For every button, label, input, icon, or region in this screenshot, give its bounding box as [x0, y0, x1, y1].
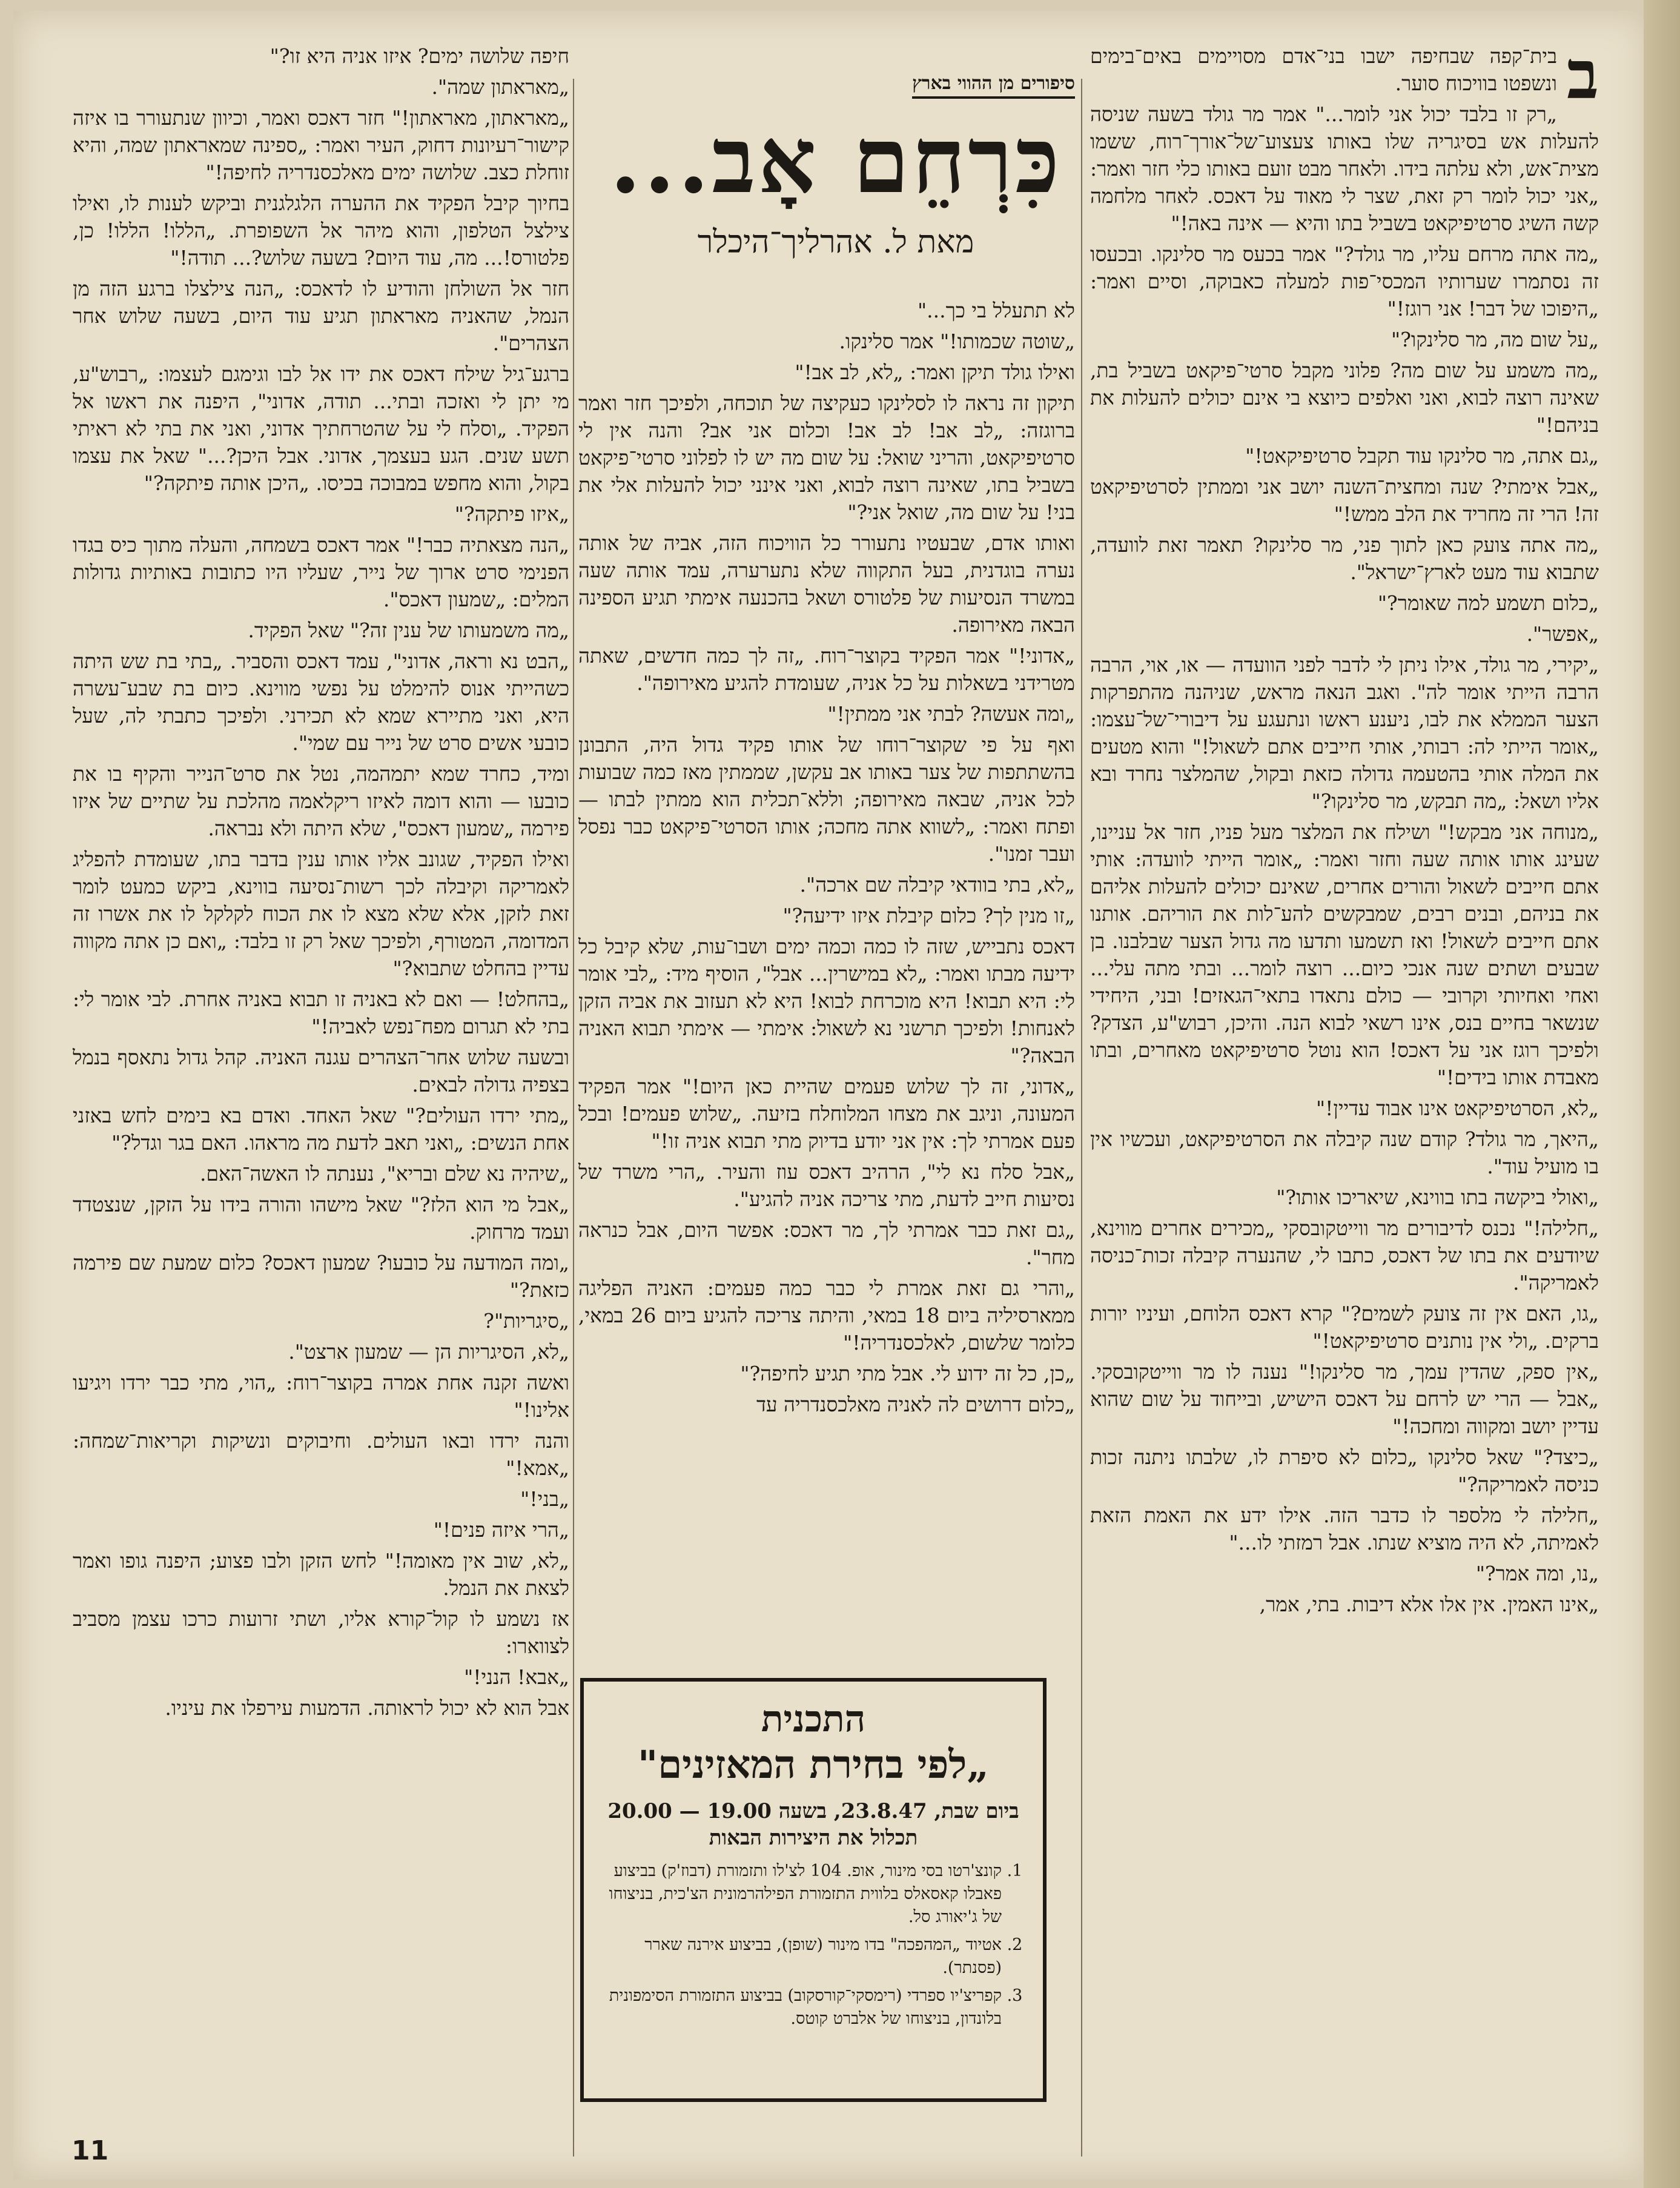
paragraph: „גם אתה, מר סלינקו עוד תקבל סרטיפיקאט!"	[1245, 444, 1599, 468]
paragraph: „לא, הסיגריות הן — שמעון ארצט".	[288, 1340, 569, 1364]
paragraph: לא תתעלל בי כך..."	[917, 299, 1075, 322]
right-column-text	[1090, 36, 1599, 1618]
paragraph: „אבל מי הוא הלז?" שאל מישהו והורה בידו על הזקן, שנצטדד ועמד מרחוק.	[73, 1193, 569, 1244]
paragraph: אז נשמע לו קול־קורא אליו, ושתי זרועות כרכו עצמן מסביב לצווארו:	[73, 1607, 569, 1658]
paragraph: חזר אל השולחן והודיע לו לדאכס: „הנה צילצלו ברגע הזה מן הנמל, שהאניה מאראתון תגיע עוד היום, בשעה שלוש אחר הצהרים".	[73, 277, 569, 355]
page-number: 11	[71, 2135, 109, 2166]
program-list	[601, 1860, 1002, 2031]
paragraph: „אבל סלח נא לי", הרהיב דאכס עוז והעיר. „הרי משרד של נסיעות חייב לדעת, מתי צריכה אניה להגיע".	[578, 1160, 1075, 1211]
paragraph: בית־קפה שבחיפה ישבו בני־אדם מסויימים באים־בימים ונשפטו בוויכוח סוער.	[1090, 44, 1557, 95]
article-headline: כִּרְחֵם אָב...	[609, 107, 1062, 214]
dropcap: ב	[1566, 36, 1599, 114]
paragraph: „הנה מצאתיה כבר!" אמר דאכס בשמחה, והעלה מתוך כיס בגדו הפנימי סרט ארוך של נייר, שעליו היו כתובות באותיות גדולות המלים: „שמעון דאכס".	[73, 533, 569, 611]
paragraph: „כלום תשמע למה שאומר?"	[1377, 591, 1599, 615]
paragraph: „אין ספק, שהדין עמך, מר סלינקו!" נענה לו מר ווייטקובסקי. „אבל — הרי יש לרחם על דאכס הישיש, ובייחוד על שום שהוא עדיין יושב ומקווה ומחכה!"	[1090, 1360, 1599, 1438]
paragraph: „ומה המודעה על כובעו? שמעון דאכס? כלום שמעת שם פירמה כזאת?"	[73, 1251, 569, 1302]
paragraph: „מנוחה אני מבקש!" ושילח את המלצר מעל פניו, חזר אל עניינו, שעינג אותו אותה שעה וחזר ואמר: „אומר הייתי לוועדה: אותי אתם חייבים לשאול והורים אחרים, שאינם יכולים להעלות אליהם את בניהם, ובנים רבים, שמבקשים להע־לות את הוריהם. אותנו אתם חייבים לשאול! ואז תשמעו ותדעו מה גדול הצער שבלבנו. בן שבעים ושתים שנה אנכי כיום... רוצה לומר... ובתי מתה עלי... ואחי ואחיותי וקרובי — כולם נתאדו בתאי־הגאזים! ובני, היחידי שנשאר בחיים בנס, אינו רשאי לבוא הנה. והיכן, רבוש"ע, הצדק? ולפיכך רוגז אני על דאכס! הוא נוטל סרטיפיקאט מאחרים, ובתו מאבדת אותו בידים!"	[1090, 820, 1599, 1089]
paragraph: „ומה אעשה? לבתי אני ממתין!"	[827, 702, 1075, 726]
paragraph: „לא, שוב אין מאומה!" לחש הזקן ולבו פצוע; היפנה גופו ואמר לצאת את הנמל.	[73, 1549, 569, 1600]
paragraph: „איזו פיתקה?"	[454, 502, 569, 526]
paragraph: „שוטה שכמותו!" אמר סלינקו.	[839, 330, 1075, 353]
paragraph: „חלילה!" נכנס לדיבורים מר ווייטקובסקי „מכירים אחרים מווינא, שיודעים את בתו של דאכס, כתבו לי, שהנערה קיבלה זכות־כניסה לאמריקה".	[1090, 1216, 1599, 1295]
paragraph: „גו, האם אין זה צועק לשמים?" קרא דאכס הלוחם, ועיניו יורות ברקים. „ולי אין נותנים סרטיפיקאט!"	[1090, 1302, 1599, 1353]
paragraph: „אדוני!" אמר הפקיד בקוצר־רוח. „זה לך כמה חדשים, שאתה מטרידני בשאלות על כל אניה, שעומדת להגיע מאירופה".	[578, 644, 1075, 695]
paragraph: „לא, בתי בוודאי קיבלה שם ארכה".	[799, 873, 1075, 897]
paragraph: והנה ירדו ובאו העולים. וחיבוקים ונשיקות וקריאות־שמחה: „אמא!"	[73, 1429, 569, 1480]
paragraph: ואילו הפקיד, שגונב אליו אותו ענין בדבר בתו, שעומדת להפליג לאמריקה וקיבלה לכך רשות־נסיעה בווינא, ביקש כמעט לומר זאת לזקן, אלא שלא מצא לו את הכוח לקלקל לו את אשרו זה המדומה, המטורף, ולפיכך שאל רק זו בלבד: „ואם כן אתה מקווה עדיין בהחלט שתבוא?"	[73, 847, 569, 980]
paragraph: ואף על פי שקוצר־רוחו של אותו פקיד גדול היה, התבונן בהשתתפות של צער באותו אב עקשן, שממתין מאז כמה שבועות לכל אניה, שבאה מאירופה; וללא־תכלית הוא ממתין לבתו — ופתח ואמר: „לשווא אתה מחכה; אותו הסרטי־פיקאט כבר נפסל ועבר זמנו".	[578, 733, 1075, 866]
paragraph: ומיד, כחרד שמא יתמהמה, נטל את סרט־הנייר והקיף בו את כובעו — והוא דומה לאיזו ריקלאמה מהלכת על שתיים של איזו פירמה „שמעון דאכס", שלא היתה ולא נבראה.	[73, 762, 569, 840]
left-column-text	[73, 42, 569, 1722]
paragraph: „אפשר".	[1526, 622, 1599, 646]
paragraph: ובשעה שלוש אחר־הצהרים עגנה האניה. קהל גדול נתאסף בנמל בצפיה גדולה לבאים.	[73, 1046, 569, 1096]
article-column-right	[1090, 36, 1599, 2138]
paragraph: „רק זו בלבד יכול אני לומר..." אמר מר גולד בשעה שניסה להעלות אש בסיגריה שלו באותו צעצוע־של־אורך־רוח, ששמו מצית־אש, ולא עלתה בידו. ולאחר מבט זועם באותו כלי חזר ואמר: „אני יכול לומר רק זאת, שצר לי מאוד על דאכס. לאחר מלחמה קשה השיג סרטיפיקאט בשביל בתו והיא — אינה באה!"	[1090, 102, 1599, 235]
program-item: 2. אטיוד „המהפכה" בדו מינור (שופן), בביצוע אירנה שארר (פסנתר).	[601, 1934, 1002, 1980]
paragraph: ואשה זקנה אחת אמרה בקוצר־רוח: „הוי, מתי כבר ירדו ויגיעו אלינו!"	[73, 1371, 569, 1422]
article-column-middle	[578, 42, 1075, 1666]
article-byline: מאת ל. אהרליך־היכלר	[697, 224, 974, 260]
paragraph: „לא, הסרטיפיקאט אינו אבוד עדיין!"	[1315, 1096, 1599, 1120]
paragraph: „כלום דרושים לה לאניה מאלכסנדריה עד	[756, 1393, 1075, 1416]
paragraph: „הבט נא וראה, אדוני", עמד דאכס והסביר. „בתי בת שש היתה כשהייתי אנוס להימלט על נפשי מווינא. כיום בת שבע־עשרה היא, ואני מתיירא שמא לא תכירני. ולפיכך כתבתי לה, שעל כובעי אשים סרט של נייר עם שמי".	[73, 649, 570, 755]
program-title: התכנית	[761, 1698, 866, 1740]
paragraph: „אבא! הנני!"	[464, 1665, 569, 1689]
paragraph: „אבל אימתי? שנה ומחצית־השנה יושב אני וממתין לסרטיפיקאט זה! הרי זה מחריד את הלב ממש!"	[1090, 475, 1599, 526]
program-item: 3. קפריצ'יו ספרדי (רימסקי־קורסקוב) בביצוע התזמורת הסימפונית בלונדון, בניצוחו של אלברט קוטס.	[601, 1984, 1002, 2031]
paragraph: „גם זאת כבר אמרתי לך, מר דאכס: אפשר היום, אבל כנראה מחר".	[578, 1218, 1075, 1269]
paragraph: „מה אתה צועק כאן לתוך פני, מר סלינקו? תאמר זאת לוועדה, שתבוא עוד מעט לארץ־ישראל".	[1090, 533, 1599, 584]
paragraph: תיקון זה נראה לו לסלינקו כעקיצה של תוכחה, ולפיכך חזר ואמר ברוגזה: „לב אב! לב אב! וכלום אני אב? והנה אין לי סרטיפיקאט, והריני שואל: על שום מה יש לו לפלוני סרטי־פיקאט בשביל בתו, שאינה רוצה לבוא, ואני אינני יכול להעלות אלי את בני! על שום מה, שואל אני?"	[578, 391, 1075, 524]
paragraph: „יקירי, מר גולד, אילו ניתן לי לדבר לפני הוועדה — או, אוי, הרבה הרבה הייתי אומר לה". ואגב הנאה מראש, שניהנה מהתפרקות הצער הממלא את לבו, ניענע ראשו ונתעגע על דיבורי־של־עצמו: „אומר הייתי לה: רבותי, אותי חייבים אתם לשאול!" והוא מטעים את המלה אותי בהטעמה גדולה כזאת ובקול, שהמלצר נחרד ובא אליו ושאל: „מה תבקש, מר סלינקו?"	[1090, 653, 1599, 813]
program-schedule: ביום שבת, 23.8.47, בשעה 19.00 — 20.00	[607, 1799, 1019, 1823]
paragraph: „מה משמעותו של ענין זה?" שאל הפקיד.	[248, 618, 569, 642]
paragraph: „ואולי ביקשה בתו בווינא, שיאריכו אותו?"	[1276, 1185, 1599, 1209]
paragraph: „אינו האמין. אין אלו אלא דיבות. בתי, אמר,	[1259, 1593, 1599, 1616]
paragraph: „הרי איזה פנים!"	[433, 1518, 569, 1542]
paragraph: „מאראתון, מאראתון!" חזר דאכס ואמר, וכיוון שנתעורר בו איזה קישור־רעיונות דחוק, העיר ואמר: „ספינה שמאראתון שמה, והיא זוחלת כצב. שלושה ימים מאלכסנדריה לחיפה!"	[73, 106, 569, 184]
paragraph: „בהחלט! — ואם לא באניה זו תבוא באניה אחרת. לבי אומר לי: בתי לא תגרום מפח־נפש לאביה!"	[73, 987, 569, 1038]
paragraph: „היאך, מר גולד? קודם שנה קיבלה את הסרטיפיקאט, ועכשיו אין בו מועיל עוד".	[1090, 1127, 1599, 1178]
paragraph: „על שום מה, מר סלינקו?"	[1391, 328, 1599, 351]
column-divider	[1081, 79, 1082, 2157]
paragraph: „סיגריות"?	[483, 1309, 569, 1333]
paragraph: חיפה שלושה ימים? איזו אניה היא זו?"	[270, 44, 569, 68]
middle-column-text	[578, 297, 1075, 1422]
radio-program-box	[580, 1678, 1047, 2102]
paragraph: „אדוני, זה לך שלוש פעמים שהיית כאן היום!" אמר הפקיד המעונה, וניגב את מצחו המלוחלח בזיעה. „שלוש פעמים! ובכל פעם אמרתי לך: אין אני יודע בדיוק מתי תבוא אניה זו!"	[578, 1075, 1075, 1153]
paragraph: „מתי ירדו העולים?" שאל האחד. ואדם בא בימים לחש באזני אחת הנשים: „ואני תאב לדעת מה מראהו. האם בגר וגדל?"	[73, 1104, 569, 1155]
program-subtitle: „לפי בחירת המאזינים"	[637, 1742, 990, 1788]
paragraph: דאכס נתבייש, שזה לו כמה וכמה ימים ושבו־עות, שלא קיבל כל ידיעה מבתו ואמר: „לא במישרין... אבל", הוסיף מיד: „לבי אומר לי: היא תבוא! היא מוכרחת לבוא! היא לא תעזוב את אביה הזקן לאנחות! ולפיכך תרשני נא לשאול: אימתי — אימתי תבוא האניה הבאה?"	[578, 935, 1075, 1067]
column-divider	[573, 79, 574, 2157]
paragraph: בחיוך קיבל הפקיד את ההערה הלגלגנית וביקש לענות לו, ואילו צילצל הטלפון, והוא מיהר אל השפופרת. „הללו! הללו! כן, פלטורס!... מה, עוד היום? בשעה שלוש?... תודה!"	[73, 191, 569, 270]
program-intro: תכלול את היצירות הבאות	[709, 1826, 918, 1850]
paragraph: „נו, ומה אמר?"	[1475, 1562, 1599, 1585]
paragraph: ואילו גולד תיקן ואמר: „לא, לב אב!"	[795, 360, 1075, 384]
paragraph: „שיהיה נא שלם ובריא", נענתה לו האשה־האם.	[199, 1162, 569, 1185]
page-binding	[1644, 0, 1680, 2188]
paragraph: „חלילה לי מלספר לו כדבר הזה. אילו ידע את האמת הזאת לאמיתה, לא היה מוציא שנתו. אבל רמזתי לו..."	[1090, 1503, 1599, 1554]
paragraph: ברגע־גיל שילח דאכס את ידו אל לבו וגימגם לעצמו: „רבוש"ע, מי יתן לי ואזכה ובתי... תודה, אדוני", היפנה את ראשו אל הפקיד. „וסלח לי על שהטרחתיך אדוני, ואני את בתי לא ראיתי תשע שנים. הגע בעצמך, אדוני. אבל היכן?..." שאל את עצמו בקול, והוא מחפש במבוכה בכיסו. „היכן אותה פיתקה?"	[73, 362, 569, 495]
paragraph: „מה אתה מרחם עליו, מר גולד?" אמר בכעס מר סלינקו. ובכעסו זה נסתמרו שערותיו המכסי־פות למעלה כאבוקה, וסיים ואמר: „היפוכו של דבר! אני רוגז!"	[1090, 242, 1599, 320]
paragraph: „מה משמע על שום מה? פלוני מקבל סרטי־פיקאט בשביל בת, שאינה רוצה לבוא, ואני ואלפים כיוצא בי אינם יכולים להעלות את בניהם!"	[1090, 359, 1599, 437]
paragraph: „בני!"	[520, 1487, 569, 1511]
paragraph: אבל הוא לא יכול לראותה. הדמעות עירפלו את עיניו.	[165, 1696, 569, 1720]
paragraph: „כן, כל זה ידוע לי. אבל מתי תגיע לחיפה?"	[740, 1362, 1075, 1385]
series-label: סיפורים מן ההווי בארץ	[912, 73, 1075, 99]
paragraph: ואותו אדם, שבעטיו נתעורר כל הוויכוח הזה, אביה של אותה נערה בוגדנית, בעל התקווה שלא נתערערה, עמד אותה שעה במשרד הנסיעות של פלטורס ושאל בהכנעה אימתי תגיע הספינה הבאה מאירופה.	[578, 531, 1075, 637]
paragraph: „זו מנין לך? כלום קיבלת איזו ידיעה?"	[782, 904, 1075, 927]
article-column-left	[73, 42, 569, 2138]
paragraph: „מאראתון שמה".	[431, 75, 569, 99]
paragraph: „והרי גם זאת אמרת לי כבר כמה פעמים: האניה הפליגה ממארסיליה ביום 18 במאי, והיתה צריכה להגיע ביום 26 במאי, כלומר שלשום, לאלכסנדריה!"	[578, 1276, 1076, 1354]
program-item: 1. קונצ'רטו בסי מינור, אופ. 104 לצ'לו ותזמורת (דבוז'ק) בביצוע פאבלו קאסאלס בלווית התזמורת הפילהרמונית הצ'כית, בניצוחו של ג'יאורג סל.	[601, 1860, 1002, 1929]
paragraph: „כיצד?" שאל סלינקו „כלום לא סיפרת לו, שלבתו ניתנה זכות כניסה לאמריקה?"	[1090, 1445, 1599, 1496]
